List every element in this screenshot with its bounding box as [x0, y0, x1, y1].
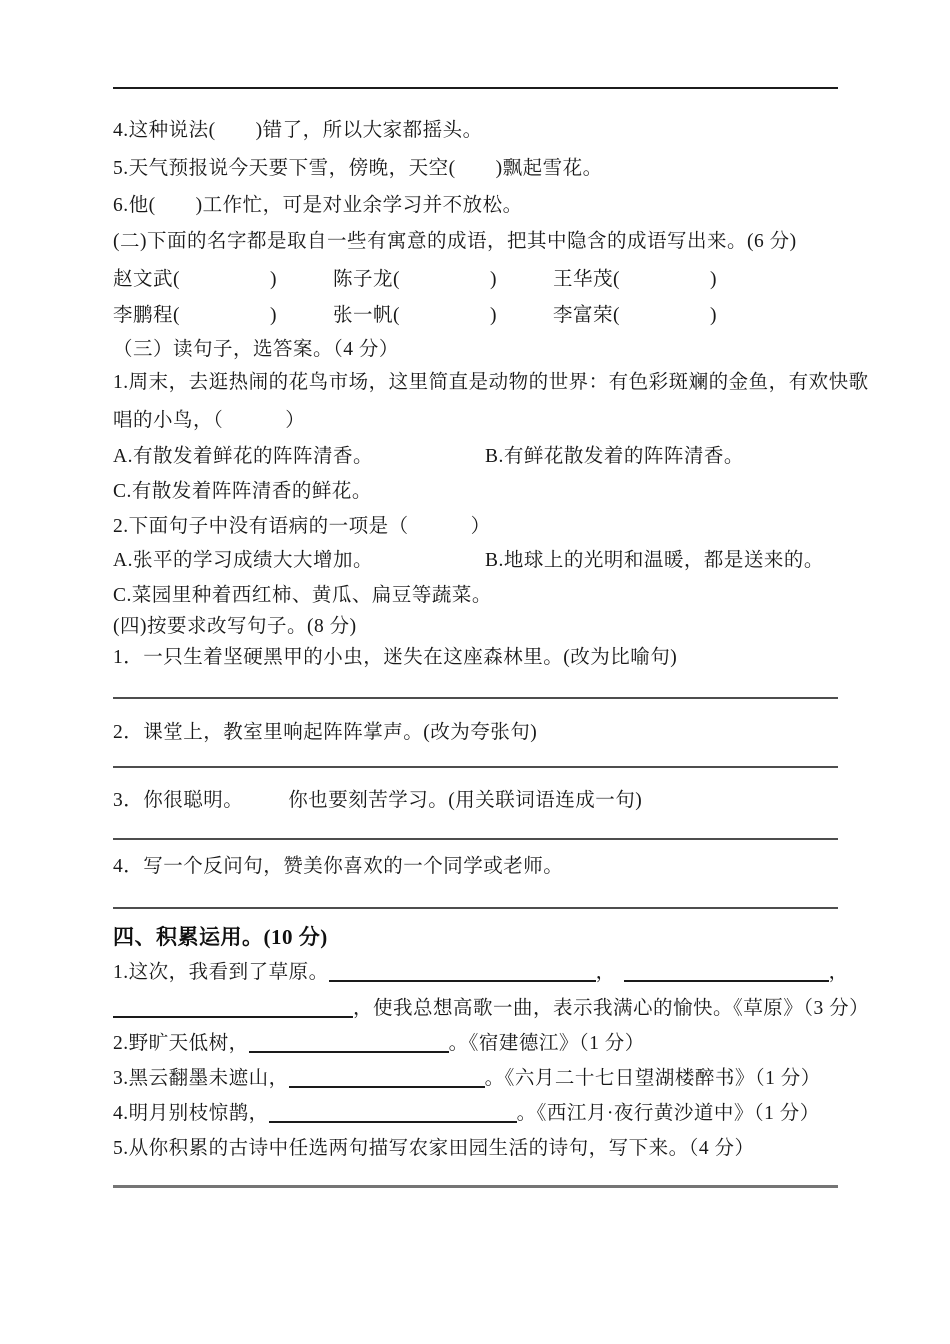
- open-paren: (: [613, 305, 621, 326]
- open-paren: (: [173, 269, 181, 290]
- comma: ，: [595, 962, 616, 983]
- text-tail: ，使我总想高歌一曲，表示我满心的愉快。《草原》（3 分）: [353, 998, 870, 1019]
- acc-q3: [113, 1066, 821, 1091]
- comma: ，: [828, 962, 849, 983]
- top-rule: [113, 87, 838, 89]
- text-tail: 你也要刻苦学习。(用关联词语连成一句): [288, 790, 643, 811]
- s3-q1-option-a: A.有散发着鲜花的阵阵清香。: [113, 446, 373, 467]
- name-blank-6: [553, 303, 717, 328]
- answer-blank: [329, 961, 596, 983]
- name-text: 赵文武: [113, 269, 174, 290]
- close-paren: ): [270, 269, 278, 290]
- open-paren: (: [393, 269, 401, 290]
- rewrite-item-2: 2．课堂上，教室里响起阵阵掌声。(改为夸张句): [113, 722, 538, 743]
- fill-item-4: [113, 118, 483, 143]
- name-text: 李鹏程: [113, 305, 174, 326]
- name-text: 张一帆: [333, 305, 394, 326]
- rewrite-item-1: 1．一只生着坚硬黑甲的小虫，迷失在这座森林里。(改为比喻句): [113, 647, 678, 668]
- rewrite-item-4: 4．写一个反问句，赞美你喜欢的一个同学或老师。: [113, 856, 564, 877]
- text-lead: 3.黑云翻墨未遮山，: [113, 1068, 289, 1089]
- answer-blank: [624, 961, 829, 983]
- text-lead: 5.天气预报说今天要下雪，傍晚，天空(: [113, 158, 456, 179]
- rewrite-item-3: [113, 788, 642, 813]
- fill-item-5: [113, 156, 603, 181]
- text-lead: 2.下面句子中没有语病的一项是（: [113, 516, 409, 537]
- text-lead: 4.明月别枝惊鹊，: [113, 1103, 269, 1124]
- acc-q2: [113, 1031, 645, 1056]
- text-lead: 2.野旷天低树，: [113, 1033, 249, 1054]
- name-blank-2: [333, 267, 497, 292]
- name-blank-5: [333, 303, 497, 328]
- text-tail: ）: [285, 410, 306, 431]
- open-paren: (: [393, 305, 401, 326]
- acc-q4: [113, 1101, 820, 1126]
- name-text: 陈子龙: [333, 269, 394, 290]
- fill-item-6: [113, 193, 523, 218]
- text-lead: 6.他(: [113, 195, 156, 216]
- open-paren: (: [613, 269, 621, 290]
- section-3-heading: （三）读句子，选答案。（4 分）: [113, 339, 399, 360]
- answer-blank: [289, 1067, 485, 1089]
- answer-line-4: [113, 907, 838, 909]
- acc-q5: 5.从你积累的古诗中任选两句描写农家田园生活的诗句，写下来。（4 分）: [113, 1138, 755, 1159]
- close-paren: ): [710, 269, 718, 290]
- s3-q1-line1: 1.周末，去逛热闹的花鸟市场，这里简直是动物的世界：有色彩斑斓的金鱼，有欢快歌: [113, 372, 869, 393]
- s3-q2-option-a: A.张平的学习成绩大大增加。: [113, 550, 373, 571]
- s3-q2-option-c: C.菜园里种着西红柿、黄瓜、扁豆等蔬菜。: [113, 585, 492, 606]
- text-tail: )工作忙，可是对业余学习并不放松。: [195, 195, 523, 216]
- s3-q1-option-c: C.有散发着阵阵清香的鲜花。: [113, 481, 372, 502]
- text-tail: )错了，所以大家都摇头。: [255, 120, 483, 141]
- close-paren: ): [270, 305, 278, 326]
- text-tail: )飘起雪花。: [495, 158, 603, 179]
- section-2-heading: (二)下面的名字都是取自一些有寓意的成语，把其中隐含的成语写出来。(6 分): [113, 231, 797, 252]
- answer-line-2: [113, 766, 838, 768]
- name-blank-4: [113, 303, 277, 328]
- section-4-heading: (四)按要求改写句子。(8 分): [113, 616, 357, 637]
- answer-line-3: [113, 838, 838, 840]
- answer-blank: [249, 1032, 449, 1054]
- text-tail: 。《六月二十七日望湖楼醉书》（1 分）: [484, 1068, 821, 1089]
- close-paren: ): [710, 305, 718, 326]
- answer-line-1: [113, 697, 838, 699]
- s3-q2-option-b: B.地球上的光明和温暖，都是送来的。: [485, 550, 824, 571]
- open-paren: (: [173, 305, 181, 326]
- close-paren: ): [490, 305, 498, 326]
- answer-blank: [113, 997, 353, 1019]
- bottom-rule: [113, 1185, 838, 1188]
- text-tail: 。《西江月·夜行黄沙道中》（1 分）: [516, 1103, 820, 1124]
- text-tail: ）: [470, 516, 491, 537]
- acc-q1-line1: [113, 960, 849, 985]
- text-tail: 。《宿建德江》（1 分）: [448, 1033, 645, 1054]
- text-lead: 4.这种说法(: [113, 120, 216, 141]
- name-blank-1: [113, 267, 277, 292]
- name-text: 王华茂: [553, 269, 614, 290]
- text-lead: 唱的小鸟，（: [113, 410, 224, 431]
- name-blank-3: [553, 267, 717, 292]
- s3-q2-stem: [113, 514, 491, 539]
- answer-blank: [269, 1102, 517, 1124]
- name-text: 李富荣: [553, 305, 614, 326]
- s3-q1-line2: [113, 408, 305, 433]
- acc-q1-line2: [113, 996, 869, 1021]
- s3-q1-option-b: B.有鲜花散发着的阵阵清香。: [485, 446, 744, 467]
- section-5-heading: 四、积累运用。(10 分): [113, 925, 328, 949]
- text-lead: 1.这次，我看到了草原。: [113, 962, 329, 983]
- close-paren: ): [490, 269, 498, 290]
- text-lead: 3．你很聪明。: [113, 790, 244, 811]
